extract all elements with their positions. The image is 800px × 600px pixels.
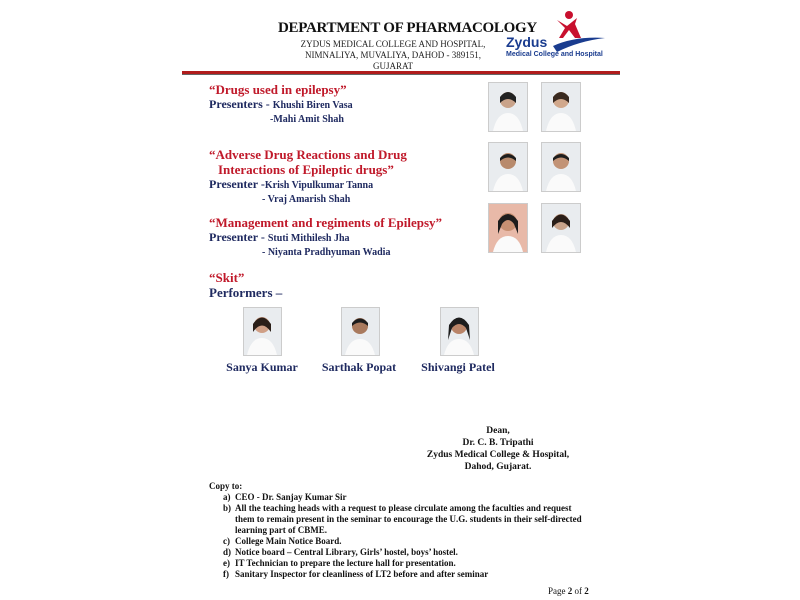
presenter-line [209, 177, 373, 192]
performer-photo [440, 307, 479, 356]
presenter-photo [541, 82, 581, 132]
performer-photo [243, 307, 282, 356]
list-letter: d) [223, 547, 232, 557]
presenter-photo [541, 203, 581, 253]
presenter-line [209, 230, 350, 245]
presenter-line [262, 191, 350, 206]
signatory-location: Dahod, Gujarat. [464, 462, 532, 472]
list-text: IT Technician to prepare the lecture hall for presentation. [235, 558, 456, 568]
logo-subtitle: Medical College and Hospital [506, 51, 603, 58]
list-letter: c) [223, 536, 230, 546]
list-item [209, 569, 589, 580]
presenter-name: Khushi Biren Vasa [272, 100, 353, 111]
college-name: ZYDUS MEDICAL COLLEGE AND HOSPITAL, [300, 39, 486, 49]
list-text: Sanitary Inspector for cleanliness of LT2 before and after seminar [235, 569, 489, 579]
list-letter: f) [223, 569, 229, 579]
header-divider-thin [182, 74, 620, 75]
copy-to-list [209, 492, 589, 580]
list-letter: b) [223, 503, 232, 513]
list-text: Notice board – Central Library, Girls’ hostel, boys’ hostel. [235, 547, 458, 557]
page-of: of [572, 586, 585, 596]
logo-wordmark: Zydus [506, 34, 548, 50]
presenter-name: - Vraj Amarish Shah [262, 194, 351, 205]
signatory-title: Dean, [486, 426, 510, 436]
performer-photo [341, 307, 380, 356]
presenter-name: Krish Vipulkumar Tanna [264, 180, 374, 191]
list-text: All the teaching heads with a request to please circulate among the faculties and request them to remain present in the seminar to encourage the U.G. students in their self-directed learning part of CBME. [235, 503, 582, 535]
portrait-icon [489, 143, 527, 191]
presenter-label: Presenters - [209, 97, 273, 111]
presenter-name: -Mahi Amit Shah [270, 114, 344, 125]
presenter-photo [541, 142, 581, 192]
portrait-icon [441, 308, 478, 355]
list-letter: e) [223, 558, 230, 568]
copy-to-heading: Copy to: [209, 481, 243, 491]
list-item [209, 547, 589, 558]
college-state: GUJARAT [372, 61, 413, 71]
list-item [209, 558, 589, 569]
portrait-icon [342, 308, 379, 355]
list-text: College Main Notice Board. [235, 536, 342, 546]
portrait-icon [489, 204, 527, 252]
portrait-icon [489, 83, 527, 131]
page-number [548, 586, 589, 596]
department-title: DEPARTMENT OF PHARMACOLOGY [278, 20, 537, 36]
performer-name: Sanya Kumar [226, 360, 298, 374]
presenter-photo [488, 82, 528, 132]
page-total: 2 [584, 586, 589, 596]
list-item [209, 503, 589, 536]
performers-label: Performers – [209, 285, 283, 300]
session-title: “Drugs used in epilepsy” [209, 82, 347, 97]
signatory-name: Dr. C. B. Tripathi [462, 438, 534, 448]
portrait-icon [244, 308, 281, 355]
portrait-icon [542, 143, 580, 191]
college-address: NIMNALIYA, MUVALIYA, DAHOD - 389151, [304, 50, 482, 60]
performer-name: Shivangi Patel [421, 360, 495, 374]
session-title: “Adverse Drug Reactions and Drug [209, 147, 407, 162]
page-label: Page [548, 586, 568, 596]
portrait-icon [542, 204, 580, 252]
presenter-photo [488, 142, 528, 192]
session-title-cont: Interactions of Epileptic drugs” [218, 162, 394, 177]
signatory-institution: Zydus Medical College & Hospital, [426, 450, 570, 460]
presenter-photo [488, 203, 528, 253]
session-title: “Management and regiments of Epilepsy” [209, 215, 443, 230]
skit-title: “Skit” [209, 270, 245, 285]
list-letter: a) [223, 492, 231, 502]
list-item [209, 492, 589, 503]
list-item [209, 536, 589, 547]
presenter-label: Presenter - [209, 230, 268, 244]
presenter-label: Presenter - [209, 177, 265, 191]
presenter-name: - Niyanta Pradhyuman Wadia [262, 247, 391, 258]
page-current: 2 [567, 586, 573, 596]
presenter-line [270, 111, 344, 126]
presenter-line [209, 97, 353, 112]
list-text: CEO - Dr. Sanjay Kumar Sir [235, 492, 347, 502]
presenter-line [262, 244, 390, 259]
presenter-name: Stuti Mithilesh Jha [267, 233, 350, 244]
performer-name: Sarthak Popat [321, 360, 397, 374]
portrait-icon [542, 83, 580, 131]
